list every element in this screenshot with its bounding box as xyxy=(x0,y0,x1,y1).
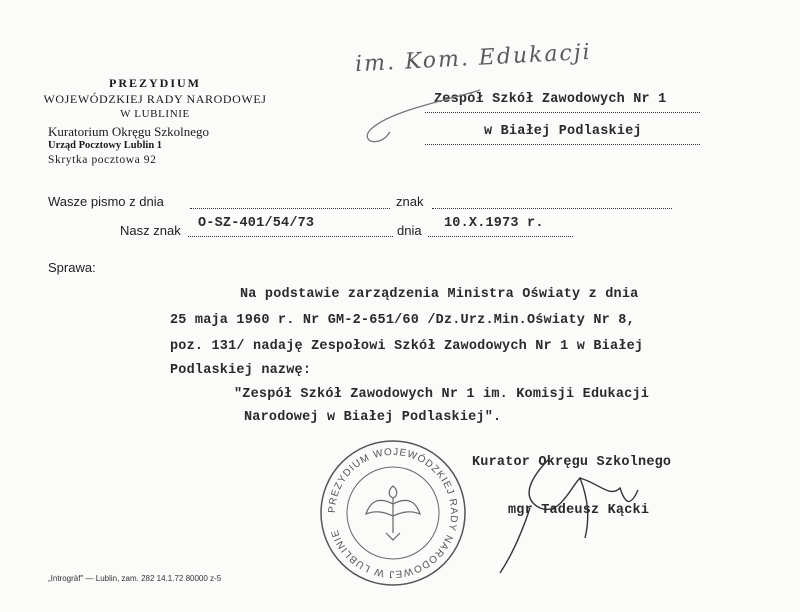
body-line-6: Narodowej w Białej Podlaskiej". xyxy=(244,410,502,425)
dnia-line xyxy=(428,236,573,237)
nasz-znak-line xyxy=(188,236,393,237)
dnia-label: dnia xyxy=(397,223,422,238)
body-line-2: 25 maja 1960 r. Nr GM-2-651/60 /Dz.Urz.Min.Oświaty Nr 8, xyxy=(170,313,635,328)
letterhead-line-5: Urząd Pocztowy Lublin 1 xyxy=(48,140,163,151)
body-line-5: "Zespół Szkół Zawodowych Nr 1 im. Komisji Edukacji xyxy=(234,387,650,402)
official-stamp xyxy=(318,438,468,588)
dnia-value: 10.X.1973 r. xyxy=(444,216,544,231)
znak-label: znak xyxy=(396,194,424,209)
nasz-znak-label: Nasz znak xyxy=(120,223,181,238)
signature-name: mgr Tadeusz Kącki xyxy=(508,503,650,518)
stamp-ring-text: PREZYDIUM WOJEWÓDZKIEJ RADY NARODOWEJ W LUBLINIE xyxy=(326,446,460,580)
wasze-pismo-line xyxy=(190,208,390,209)
addressee-line-1: Zespół Szkół Zawodowych Nr 1 xyxy=(434,92,667,107)
addressee-line-2: w Białej Podlaskiej xyxy=(484,124,642,139)
body-line-1: Na podstawie zarządzenia Ministra Oświaty z dnia xyxy=(240,287,639,302)
body-line-3: poz. 131/ nadaję Zespołowi Szkół Zawodowych Nr 1 w Białej xyxy=(170,339,644,354)
handwritten-note: im. Kom. Edukacji xyxy=(354,39,593,78)
signature-title: Kurator Okręgu Szkolnego xyxy=(472,455,672,470)
sprawa-label: Sprawa: xyxy=(48,260,96,275)
body-line-4: Podlaskiej nazwę: xyxy=(170,363,312,378)
letterhead-line-6: Skrytka pocztowa 92 xyxy=(48,154,157,166)
letterhead-line-2: WOJEWÓDZKIEJ RADY NARODOWEJ xyxy=(43,92,267,106)
pencil-stroke xyxy=(330,70,490,150)
printer-footer: „Introgràf" — Lublin, zam. 282 14.1.72 80000 z-5 xyxy=(48,574,222,583)
eagle-emblem-icon xyxy=(366,486,420,540)
letterhead-line-1: PREZYDIUM xyxy=(109,76,201,90)
letterhead-line-4: Kuratorium Okręgu Szkolnego xyxy=(48,124,210,139)
znak-line xyxy=(432,208,672,209)
wasze-pismo-label: Wasze pismo z dnia xyxy=(48,194,164,209)
letterhead-line-3: W LUBLINIE xyxy=(120,108,190,120)
nasz-znak-value: O-SZ-401/54/73 xyxy=(198,216,315,231)
